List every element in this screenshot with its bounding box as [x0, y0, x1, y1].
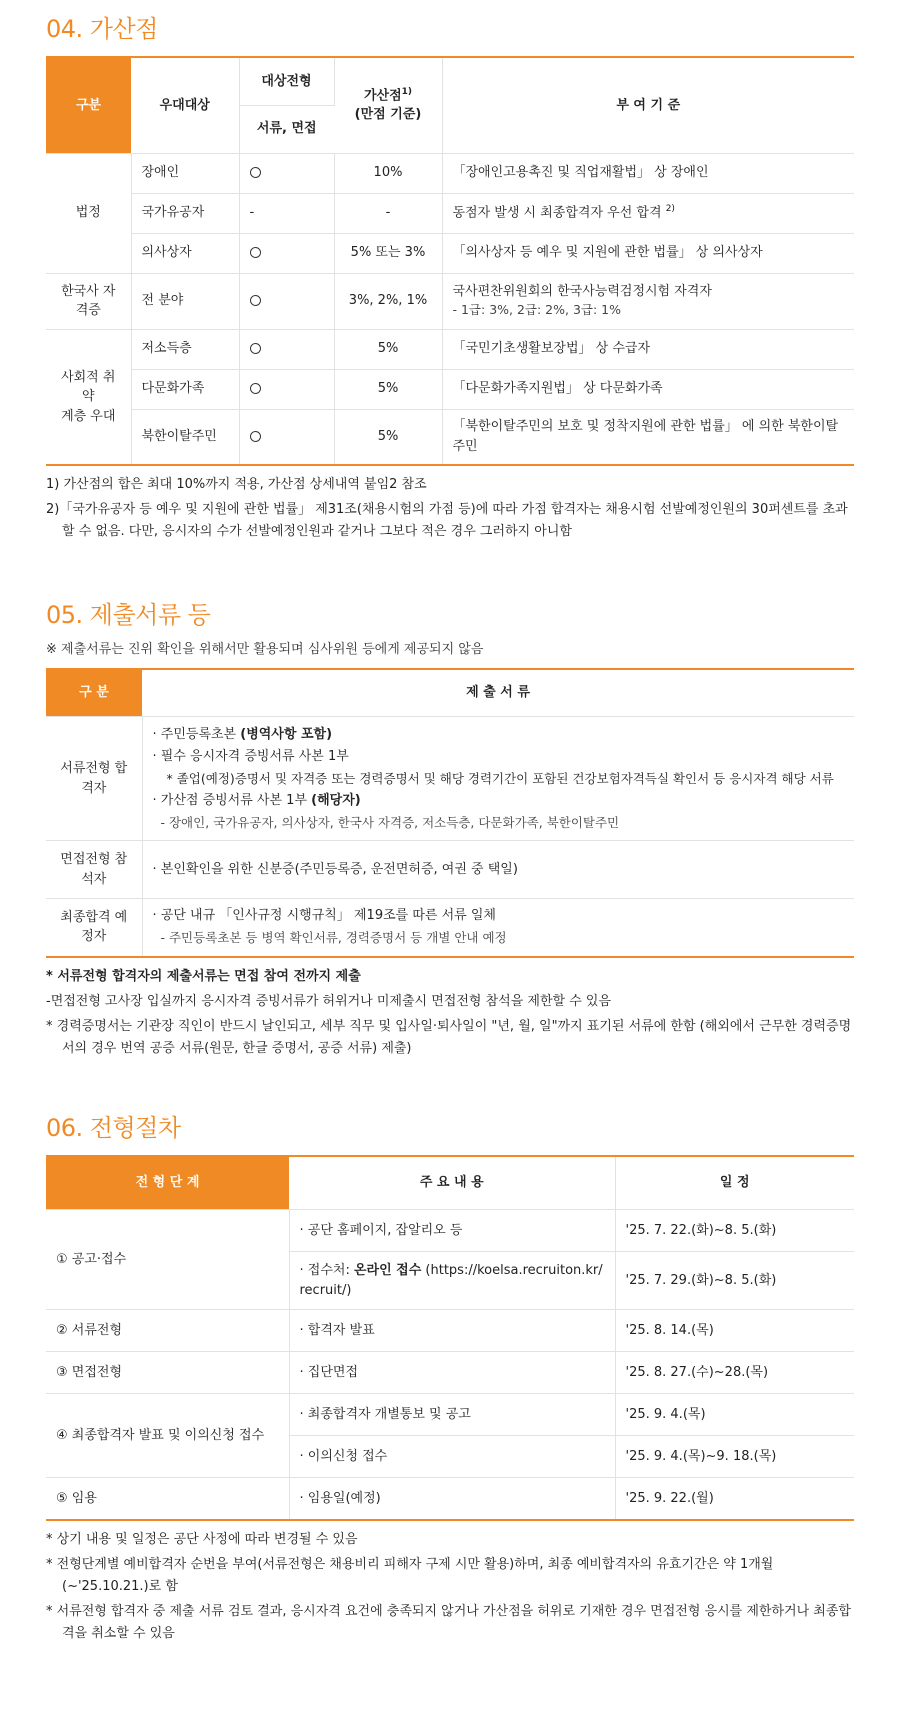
row-target: 전 분야 — [131, 273, 239, 329]
table-row — [46, 841, 854, 899]
row-target: 장애인 — [131, 153, 239, 193]
header-criteria: 부 여 기 준 — [442, 57, 854, 153]
row-stage — [239, 409, 334, 465]
table-row — [46, 369, 854, 409]
row-date: '25. 8. 27.(수)~28.(목) — [615, 1352, 854, 1394]
row-docs: · 본인확인을 위한 신분증(주민등록증, 운전면허증, 여권 중 택일) — [142, 841, 854, 899]
table-row — [46, 1352, 854, 1394]
row-points: 5% — [334, 329, 442, 369]
circle-icon — [250, 247, 261, 258]
row-date: '25. 9. 4.(목)~9. 18.(목) — [615, 1436, 854, 1478]
group-social: 사회적 취약 계층 우대 — [46, 329, 131, 465]
row-stage — [239, 329, 334, 369]
row-date: '25. 7. 29.(화)~8. 5.(화) — [615, 1252, 854, 1310]
row-target: 의사상자 — [131, 233, 239, 273]
note: * 서류전형 합격자 중 제출 서류 검토 결과, 응시자격 요건에 충족되지 않거나 가산점을 허위로 기재한 경우 면접전형 응시를 제한하거나 최종합격을 취소할 수 있음 — [46, 1603, 851, 1641]
section-title-process: 06. 전형절차 — [46, 1113, 181, 1142]
stage-label: ③ 면접전형 — [46, 1352, 289, 1394]
row-category: 면접전형 참석자 — [46, 841, 142, 899]
stage-label: ⑤ 임용 — [46, 1478, 289, 1520]
row-date: '25. 9. 22.(월) — [615, 1478, 854, 1520]
row-target: 다문화가족 — [131, 369, 239, 409]
row-date: '25. 9. 4.(목) — [615, 1394, 854, 1436]
section-title-documents: 05. 제출서류 등 — [46, 601, 211, 629]
table-row — [46, 233, 854, 273]
row-stage — [239, 369, 334, 409]
row-criteria: 「의사상자 등 예우 및 지원에 관한 법률」 상 의사상자 — [442, 233, 854, 273]
row-criteria: 「장애인고용촉진 및 직업재활법」 상 장애인 — [442, 153, 854, 193]
row-content: · 접수처: 온라인 접수 (https://koelsa.recruiton.kr/recruit/) — [289, 1252, 615, 1310]
circle-icon — [250, 167, 261, 178]
row-criteria: 「다문화가족지원법」 상 다문화가족 — [442, 369, 854, 409]
header-stage: 전 형 단 계 — [46, 1156, 289, 1210]
table-row — [46, 717, 854, 841]
header-content: 주 요 내 용 — [289, 1156, 615, 1210]
row-stage — [239, 273, 334, 329]
row-content: · 최종합격자 개별통보 및 공고 — [289, 1394, 615, 1436]
row-points: 5% — [334, 369, 442, 409]
row-points: 5% — [334, 409, 442, 465]
row-category: 서류전형 합격자 — [46, 717, 142, 841]
note: * 전형단계별 예비합격자 순번을 부여(서류전형은 채용비리 피해자 구제 시만 활용)하며, 최종 예비합격자의 유효기간은 약 1개월 (~'25.10.21.)로 함 — [46, 1556, 774, 1594]
header-points: 가산점$^{1)}$ (만점 기준) — [334, 57, 442, 153]
group-history: 한국사 자격증 — [46, 273, 131, 329]
row-content: · 이의신청 접수 — [289, 1436, 615, 1478]
note: * 상기 내용 및 일정은 공단 사정에 따라 변경될 수 있음 — [46, 1531, 358, 1547]
row-target: 국가유공자 — [131, 193, 239, 233]
header-stage-sub: 서류, 면접 — [239, 105, 334, 153]
note: 1) 가산점의 합은 최대 10%까지 적용, 가산점 상세내역 붙임2 참조 — [46, 477, 427, 492]
row-criteria: 국사편찬위원회의 한국사능력검정시험 자격자 - 1급: 3%, 2급: 2%, 3급: 1% — [442, 273, 854, 329]
note: * 경력증명서는 기관장 직인이 반드시 날인되고, 세부 직무 및 입사일·퇴사일이 "년, 월, 일"까지 표기된 서류에 한함 (해외에서 근무한 경력증명서의 경우 번역 공증 서류(원문, 한글 증명서, 공증 서류) 제출) — [46, 1018, 852, 1056]
bonus-notes — [46, 474, 854, 543]
row-stage — [239, 233, 334, 273]
row-criteria: 「북한이탈주민의 보호 및 정착지원에 관한 법률」 에 의한 북한이탈주민 — [442, 409, 854, 465]
circle-icon — [250, 295, 261, 306]
row-date: '25. 8. 14.(목) — [615, 1310, 854, 1352]
row-points: 10% — [334, 153, 442, 193]
header-target: 우대대상 — [131, 57, 239, 153]
row-criteria: 「국민기초생활보장법」 상 수급자 — [442, 329, 854, 369]
row-target: 북한이탈주민 — [131, 409, 239, 465]
bonus-table — [46, 56, 854, 466]
note: 2)「국가유공자 등 예우 및 지원에 관한 법률」 제31조(채용시험의 가점 등)에 따라 가점 합격자는 채용시험 선발예정인원의 30퍼센트를 초과할 수 없음. 다만, 응시자의 수가 선발예정인원과 같거나 그보다 적은 경우 그러하지 아니함 — [46, 502, 848, 539]
row-date: '25. 7. 22.(화)~8. 5.(화) — [615, 1210, 854, 1252]
note: -면접전형 고사장 입실까지 응시자격 증빙서류가 허위거나 미제출시 면접전형 참석을 제한할 수 있음 — [46, 993, 612, 1009]
table-row — [46, 1394, 854, 1436]
table-row — [46, 273, 854, 329]
row-content: · 임용일(예정) — [289, 1478, 615, 1520]
process-table — [46, 1155, 854, 1521]
row-points: 5% 또는 3% — [334, 233, 442, 273]
documents-notes — [46, 966, 854, 1060]
section-title-bonus: 04. 가산점 — [46, 15, 158, 43]
stage-label: ④ 최종합격자 발표 및 이의신청 접수 — [46, 1394, 289, 1478]
row-category: 최종합격 예정자 — [46, 899, 142, 957]
table-row — [46, 329, 854, 369]
process-notes — [46, 1529, 854, 1645]
stage-label: ② 서류전형 — [46, 1310, 289, 1352]
header-date: 일 정 — [615, 1156, 854, 1210]
row-target: 저소득층 — [131, 329, 239, 369]
table-row — [46, 899, 854, 957]
row-stage: - — [239, 193, 334, 233]
documents-top-note: ※ 제출서류는 진위 확인을 위해서만 활용되며 심사위원 등에게 제공되지 않음 — [46, 642, 484, 657]
note: * 서류전형 합격자의 제출서류는 면접 참여 전까지 제출 — [46, 968, 361, 984]
row-points: - — [334, 193, 442, 233]
circle-icon — [250, 343, 261, 354]
group-legal: 법정 — [46, 153, 131, 273]
row-docs: · 공단 내규 「인사규정 시행규칙」 제19조를 따른 서류 일체 - 주민등록초본 등 병역 확인서류, 경력증명서 등 개별 안내 예정 — [142, 899, 854, 957]
row-stage — [239, 153, 334, 193]
table-row — [46, 193, 854, 233]
header-category: 구분 — [46, 57, 131, 153]
table-row — [46, 409, 854, 465]
row-criteria: 동점자 발생 시 최종합격자 우선 합격 $^{2)}$ — [442, 193, 854, 233]
header-stage: 대상전형 — [239, 57, 334, 105]
circle-icon — [250, 431, 261, 442]
documents-table — [46, 668, 854, 958]
row-content: · 합격자 발표 — [289, 1310, 615, 1352]
row-content: · 집단면접 — [289, 1352, 615, 1394]
row-docs: · 주민등록초본 (병역사항 포함) · 필수 응시자격 증빙서류 사본 1부 * 졸업(예정)증명서 및 자격증 또는 경력증명서 및 해당 경력기간이 포함된 건강보험자격득실 확인서 등 응시자격 해당 서류 · 가산점 증빙서류 사본 1부 (해당자) - 장애인, 국가유공자, 의사상자, 한국사 자격증, 저소득층, 다문화가족, 북한이탈주민 — [142, 717, 854, 841]
table-row — [46, 153, 854, 193]
row-content: · 공단 홈페이지, 잡알리오 등 — [289, 1210, 615, 1252]
header-category: 구 분 — [46, 669, 142, 717]
table-row — [46, 1310, 854, 1352]
circle-icon — [250, 383, 261, 394]
table-row — [46, 1478, 854, 1520]
row-points: 3%, 2%, 1% — [334, 273, 442, 329]
table-row — [46, 1210, 854, 1252]
stage-label: ① 공고·접수 — [46, 1210, 289, 1310]
header-docs: 제 출 서 류 — [142, 669, 854, 717]
